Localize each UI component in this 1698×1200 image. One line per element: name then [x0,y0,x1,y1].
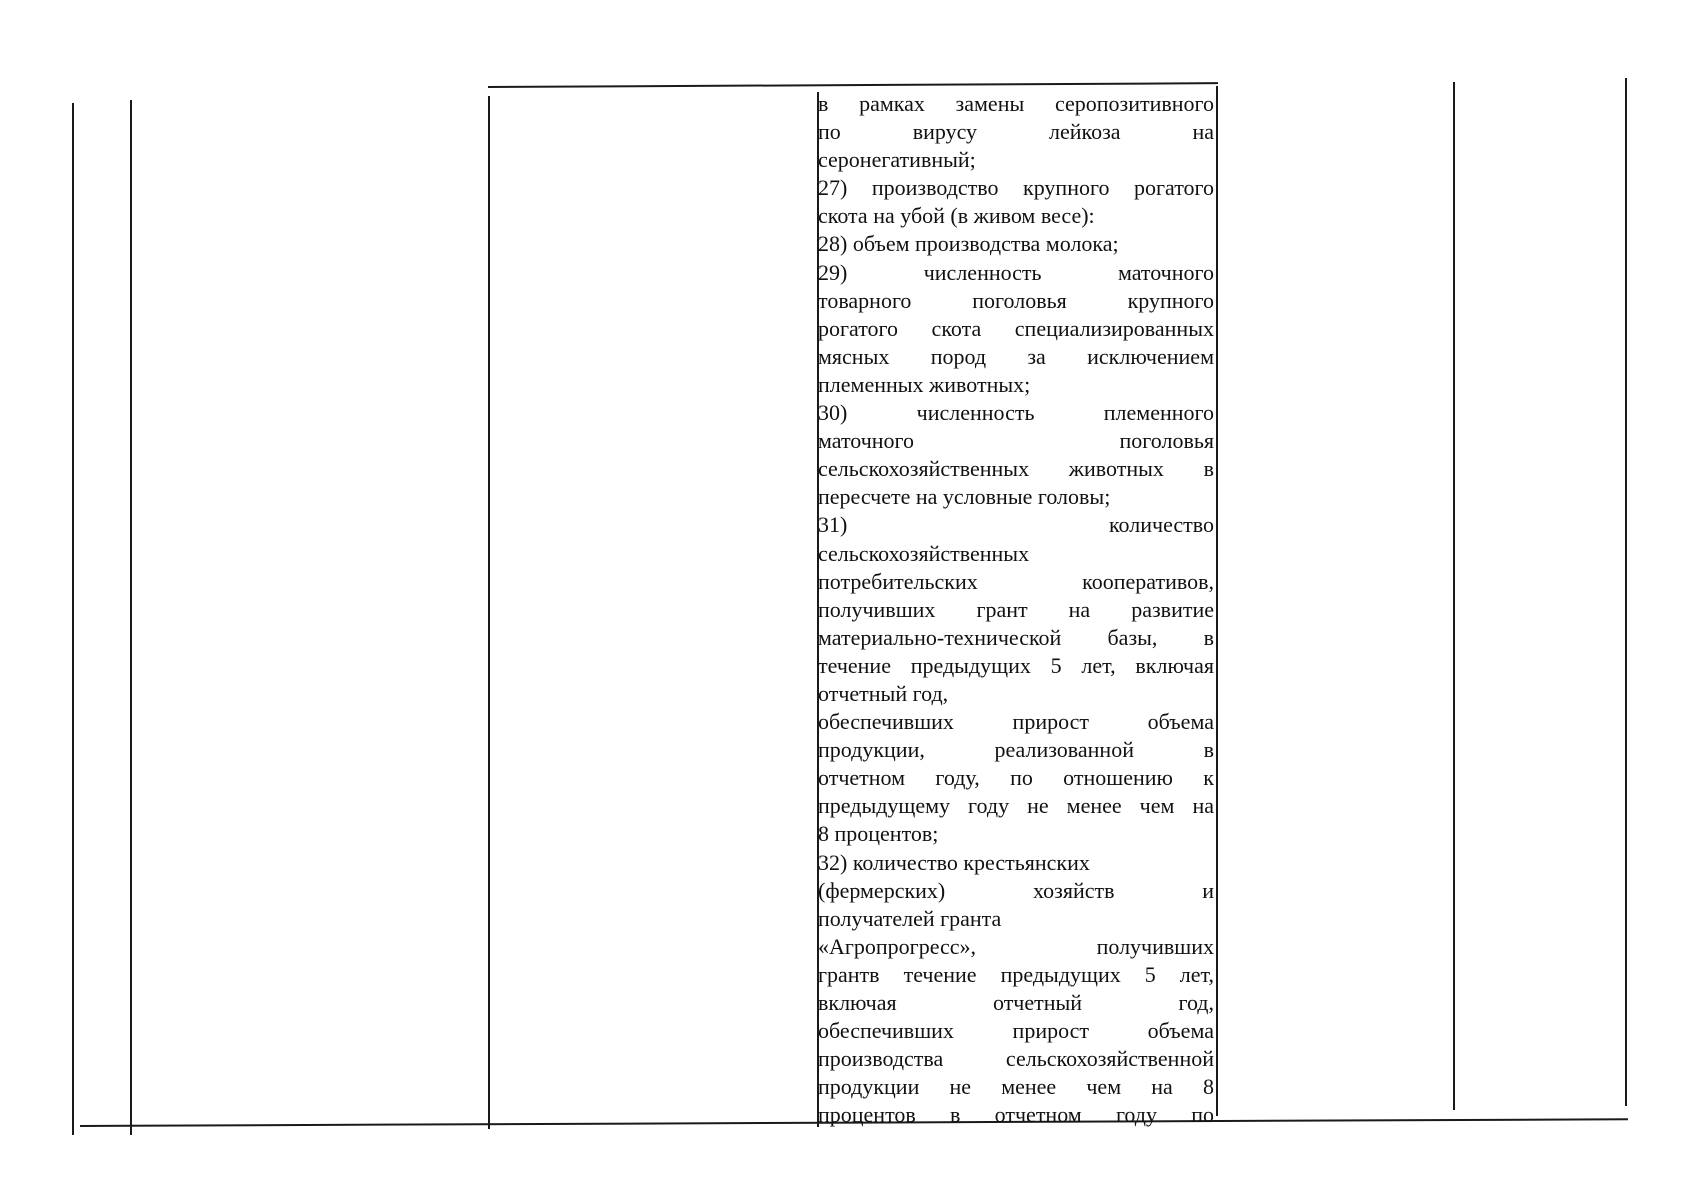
text-line: 27) производство крупного рогатого [818,175,1214,201]
table-border-col5 [1453,82,1455,1110]
text-line: грантв течение предыдущих 5 лет, [818,961,1214,987]
text-line: сельскохозяйственных [818,540,1030,566]
text-line: скота на убой (в живом весе): [818,203,1095,229]
table-border-top-segment [488,82,1218,88]
text-line: племенных животных; [818,371,1031,397]
text-line: 30) численность племенного [818,400,1214,426]
text-line: в рамках замены серопозитивного [818,91,1214,116]
text-line: маточного поголовья [818,428,1214,454]
text-line: обеспечивших прирост объема [818,1018,1214,1044]
text-line: течение предыдущих 5 лет, включая [818,652,1214,678]
text-line: пересчете на условные головы; [818,484,1111,510]
indicator-text-cell [818,90,1214,1129]
text-line: 28) объем производства молока; [818,231,1119,257]
text-line: потребительских кооперативов, [818,568,1214,594]
text-line: 29) численность маточного [818,259,1214,285]
table-border-left-outer [72,103,74,1135]
text-line: мясных пород за исключением [818,343,1214,369]
table-border-col4 [1216,86,1218,1116]
text-line: 8 процентов; [818,821,939,847]
text-line: продукции, реализованной в [818,737,1214,763]
text-line: товарного поголовья крупного [818,287,1214,313]
text-line: процентов в отчетном году по [818,1102,1214,1128]
text-line: серонегативный; [818,147,976,173]
text-line: отчетном году, по отношению к [818,765,1214,791]
text-line: (фермерских) хозяйств и [818,877,1214,903]
table-border-col1 [130,100,132,1135]
text-line: получателей гранта [818,905,1002,931]
text-line: производства сельскохозяйственной [818,1046,1214,1072]
text-line: рогатого скота специализированных [818,315,1214,341]
text-line: «Агропрогресс», получивших [818,933,1214,959]
table-border-right-outer [1625,78,1627,1106]
text-line: сельскохозяйственных животных в [818,456,1214,482]
text-line: обеспечивших прирост объема [818,709,1214,735]
text-line: предыдущему году не менее чем на [818,793,1214,819]
text-line: по вирусу лейкоза на [818,119,1214,145]
text-line: 32) количество крестьянских [818,849,1090,875]
table-border-col2 [488,96,490,1129]
text-line: отчетный год, [818,680,949,706]
text-line: материально-технической базы, в [818,624,1214,650]
text-line: 31) количество [818,512,1214,538]
text-line: продукции не менее чем на 8 [818,1074,1214,1100]
text-line: включая отчетный год, [818,990,1214,1015]
text-line: получивших грант на развитие [818,596,1214,622]
